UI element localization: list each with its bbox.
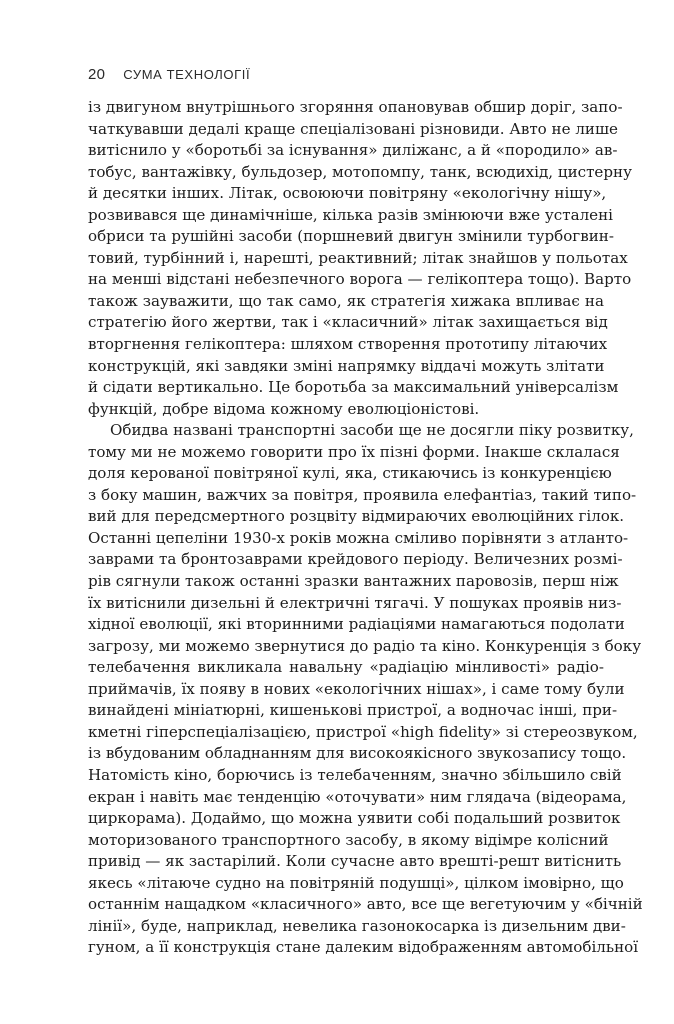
text-line: телебачення викликала навальну «радіацію мінливості» радіо-: [88, 658, 604, 677]
text-line: їх витіснили дизельні й електричні тягачі. У пошуках проявів низ-: [88, 593, 622, 612]
text-line: циркорама). Додаймо, що можна уявити собі подальший розвиток: [88, 809, 621, 828]
page-header: [88, 66, 250, 86]
text-line: із двигуном внутрішнього згоряння опановував обшир доріг, запо-: [88, 98, 623, 116]
text-line: приймачів, їх появу в нових «екологічних нішах», і саме тому були: [88, 679, 625, 698]
text-line: Останні цепеліни 1930-х років можна сміливо порівняти з атланто-: [88, 528, 629, 547]
text-line: функцій, добре відома кожному еволюціоністові.: [88, 399, 480, 418]
text-line: гуном, а її конструкція стане далеким відображенням автомобільної: [88, 938, 639, 957]
text-line: розвивався ще динамічніше, кілька разів змінюючи вже усталені: [88, 205, 613, 224]
paragraph: [88, 420, 643, 959]
text-line: винайдені мініатюрні, кишенькові пристрої, а водночас інші, при-: [88, 701, 618, 720]
text-line: витіснило у «боротьбі за існування» диліжанс, а й «породило» ав-: [88, 141, 618, 160]
text-line: Натомість кіно, борючись із телебаченням, значно збільшило свій: [88, 765, 622, 784]
text-line: тобус, вантажівку, бульдозер, мотопомпу, танк, всюдихід, цистерну: [88, 162, 632, 181]
text-line: заврами та бронтозаврами крейдового періоду. Величезних розмі-: [88, 550, 623, 569]
paragraph: [88, 97, 632, 420]
text-line: товий, турбінний і, нарешті, реактивний; літак знайшов у польотах: [88, 248, 628, 267]
text-line: доля керованої повітряної кулі, яка, стикаючись із конкуренцією: [88, 464, 612, 483]
text-line: тому ми не можемо говорити про їх пізні форми. Інакше склалася: [88, 442, 620, 461]
text-line: й десятки інших. Літак, освоюючи повітряну «екологічну нішу»,: [88, 184, 607, 203]
running-title: СУМА ТЕХНОЛОГІЇ: [123, 67, 251, 82]
text-line: хідної еволюції, які вторинними радіаціями намагаються подолати: [88, 615, 625, 634]
text-line: обриси та рушійні засоби (поршневий двигун змінили турбогвин-: [88, 227, 614, 246]
text-line: із вбудованим обладнанням для високоякісного звукозапису тощо.: [88, 744, 627, 763]
text-line: вторгнення гелікоптера: шляхом створення прототипу літаючих: [88, 335, 608, 354]
text-line: також зауважити, що так само, як стратегія хижака впливає на: [88, 291, 604, 310]
body-text: [88, 97, 643, 959]
text-line: стратегію його жертви, так і «класичний» літак захищається від: [88, 313, 608, 332]
text-line: Обидва названі транспортні засоби ще не досягли піку розвитку,: [110, 421, 634, 440]
text-line: екран і навіть має тенденцію «оточувати» ним глядача (відеорама,: [88, 787, 627, 806]
text-line: рів сягнули також останні зразки вантажних паровозів, перш ніж: [88, 572, 619, 591]
text-line: вий для передсмертного розцвіту відмираючих еволюційних гілок.: [88, 507, 625, 526]
text-line: лінії», буде, наприклад, невелика газонокосарка із дизельним дви-: [88, 916, 626, 935]
text-line: чаткувавши дедалі краще спеціалізовані різновиди. Авто не лише: [88, 119, 618, 138]
text-line: конструкцій, які завдяки зміні напрямку віддачі можуть злітати: [88, 356, 605, 375]
text-line: привід — як застарілий. Коли сучасне авто врешті-решт витіснить: [88, 852, 622, 871]
text-line: кметні гіперспеціалізацією, пристрої «high fidelity» зі стереозвуком,: [88, 722, 638, 741]
text-line: загрозу, ми можемо звернутися до радіо та кіно. Конкуренція з боку: [88, 636, 642, 655]
text-line: й сідати вертикально. Це боротьба за максимальний універсалізм: [88, 378, 619, 397]
text-line: останнім нащадком «класичного» авто, все ще вегетуючим у «бічній: [88, 895, 643, 914]
text-line: з боку машин, важчих за повітря, проявила елефантіаз, такий типо-: [88, 485, 637, 504]
text-line: на менші відстані небезпечного ворога — гелікоптера тощо). Варто: [88, 270, 632, 289]
text-line: моторизованого транспортного засобу, в якому відімре колісний: [88, 830, 609, 849]
page-number: 20: [88, 66, 106, 83]
text-line: якесь «літаюче судно на повітряній подушці», цілком імовірно, що: [88, 873, 624, 892]
